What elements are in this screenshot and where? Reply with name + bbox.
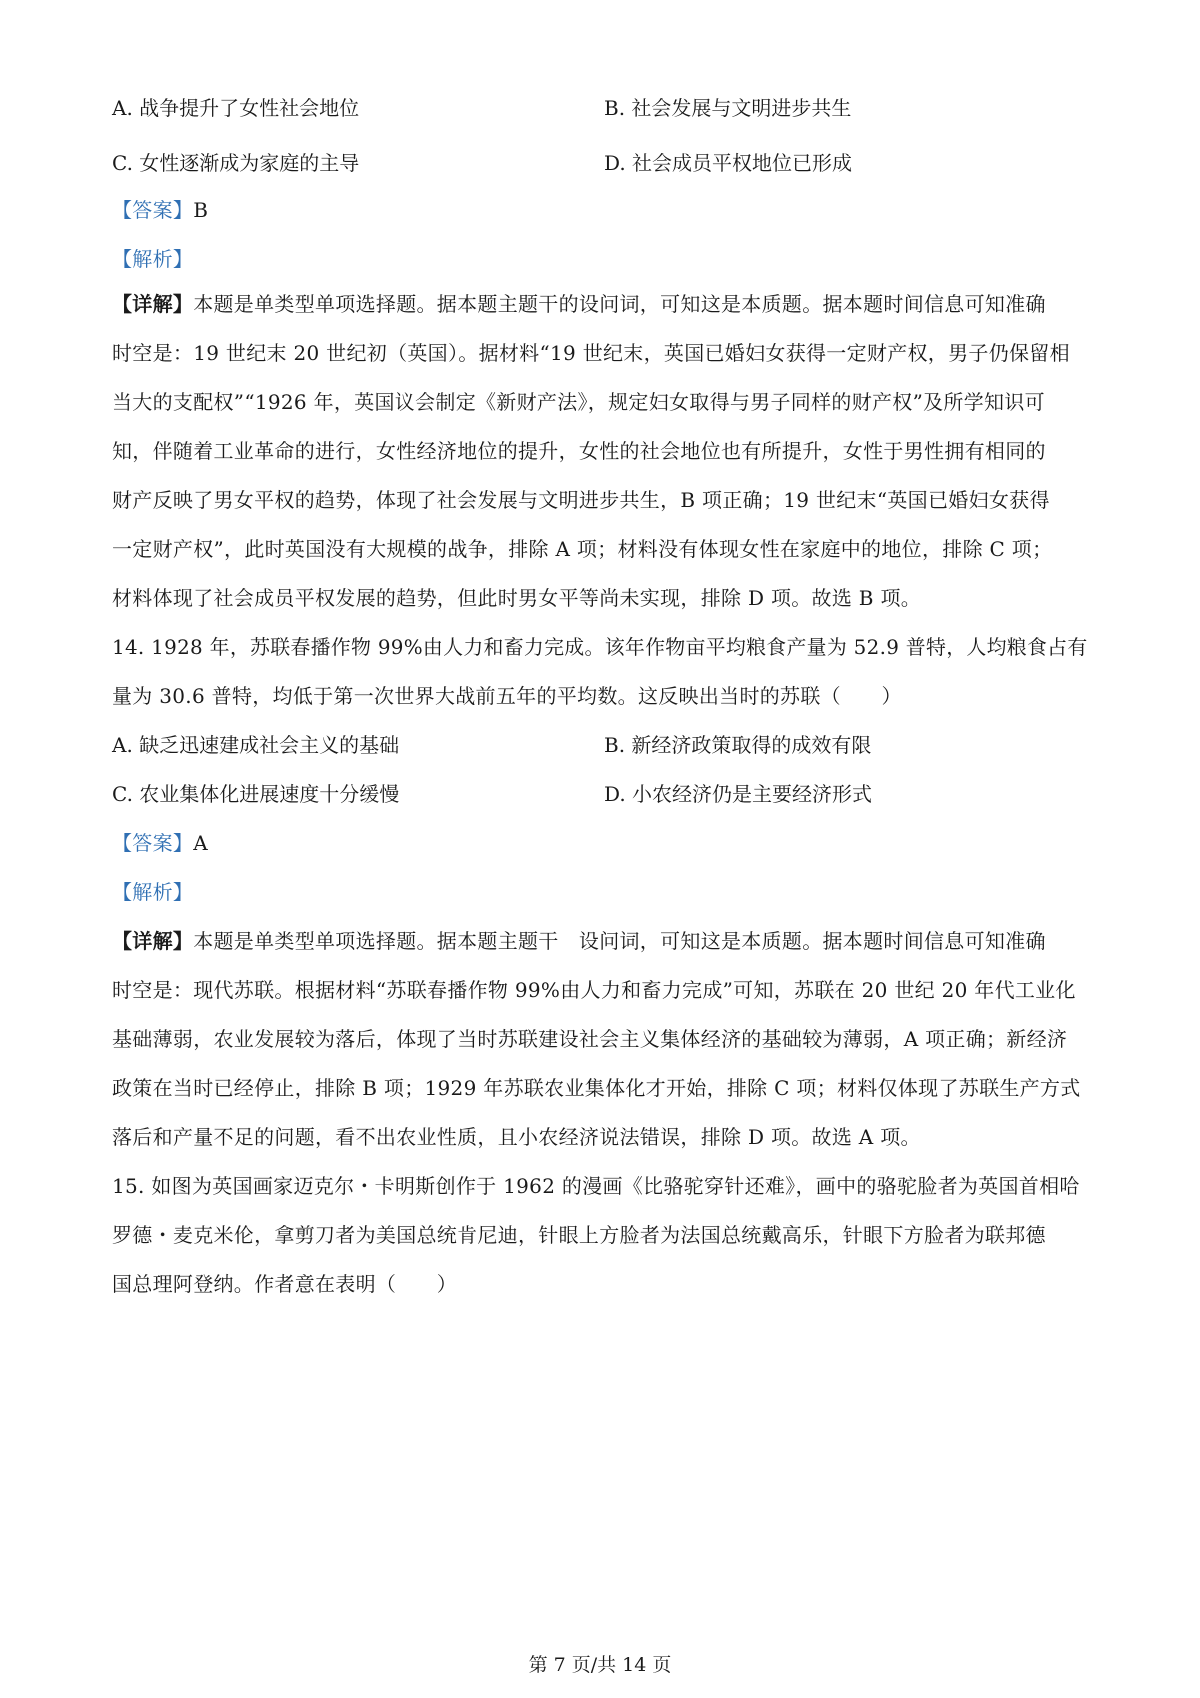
q13-option-c: C. 女性逐渐成为家庭的主导: [112, 151, 360, 175]
q13-answer-value: B: [193, 198, 209, 222]
q13-detail-line-4: 知，伴随着工业革命的进行，女性经济地位的提升，女性的社会地位也有所提升，女性于男性拥有相同的: [112, 439, 1046, 463]
q14-analysis: [112, 878, 193, 906]
q14-detail-line-2: 时空是：现代苏联。根据材料“苏联春播作物 99%由人力和畜力完成”可知，苏联在 20 世纪 20 年代工业化: [112, 978, 1076, 1002]
q14-analysis-tag: 【解析】: [112, 880, 194, 904]
q13-answer: [112, 196, 208, 224]
q14-detail-line-1: [112, 927, 1046, 955]
q14-answer-tag: 【答案】: [112, 831, 194, 855]
q13-option-a: A. 战争提升了女性社会地位: [112, 96, 360, 120]
q14-option-d: D. 小农经济仍是主要经济形式: [604, 782, 873, 806]
page-number: 第 7 页/共 14 页: [528, 1654, 672, 1676]
q13-analysis: [112, 245, 193, 273]
q13-option-d: D. 社会成员平权地位已形成: [604, 151, 853, 175]
q14-answer: [112, 829, 208, 857]
q14-detail-tag: 【详解】: [112, 929, 194, 953]
q14-answer-value: A: [193, 831, 208, 855]
q13-detail-line-3: 当大的支配权”“1926 年，英国议会制定《新财产法》，规定妇女取得与男子同样的财产权”及所学知识可: [112, 390, 1045, 414]
q15-stem-line-2: 罗德・麦克米伦，拿剪刀者为美国总统肯尼迪，针眼上方脸者为法国总统戴高乐，针眼下方脸者为联邦德: [112, 1223, 1046, 1247]
q13-detail-line-1: [112, 290, 1046, 318]
q15-stem-line-3: 国总理阿登纳。作者意在表明（ ）: [112, 1272, 458, 1296]
q13-analysis-tag: 【解析】: [112, 247, 194, 271]
q14-option-b: B. 新经济政策取得的成效有限: [604, 733, 872, 757]
q14-option-a: A. 缺乏迅速建成社会主义的基础: [112, 733, 400, 757]
q13-option-b: B. 社会发展与文明进步共生: [604, 96, 852, 120]
q13-detail-line-2: 时空是：19 世纪末 20 世纪初（英国）。据材料“19 世纪末，英国已婚妇女获得一定财产权，男子仍保留相: [112, 341, 1070, 365]
q14-stem-line-1: 14. 1928 年，苏联春播作物 99%由人力和畜力完成。该年作物亩平均粮食产量为 52.9 普特，人均粮食占有: [112, 635, 1088, 659]
q13-detail-text-1: 本题是单类型单项选择题。据本题主题干的设问词，可知这是本质题。据本题时间信息可知准确: [193, 292, 1046, 316]
q13-detail-line-5: 财产反映了男女平权的趋势，体现了社会发展与文明进步共生，B 项正确；19 世纪末“英国已婚妇女获得: [112, 488, 1050, 512]
q14-stem-line-2: 量为 30.6 普特，均低于第一次世界大战前五年的平均数。这反映出当时的苏联（ ）: [112, 684, 902, 708]
q13-detail-tag: 【详解】: [112, 292, 194, 316]
q14-detail-text-1: 本题是单类型单项选择题。据本题主题干 设问词，可知这是本质题。据本题时间信息可知准确: [193, 929, 1046, 953]
q14-detail-line-3: 基础薄弱，农业发展较为落后，体现了当时苏联建设社会主义集体经济的基础较为薄弱，A 项正确；新经济: [112, 1027, 1068, 1051]
q15-stem-line-1: 15. 如图为英国画家迈克尔・卡明斯创作于 1962 的漫画《比骆驼穿针还难》，画中的骆驼脸者为英国首相哈: [112, 1174, 1080, 1198]
q13-answer-tag: 【答案】: [112, 198, 194, 222]
q14-detail-line-4: 政策在当时已经停止，排除 B 项；1929 年苏联农业集体化才开始，排除 C 项；材料仅体现了苏联生产方式: [112, 1076, 1081, 1100]
q14-option-c: C. 农业集体化进展速度十分缓慢: [112, 782, 400, 806]
q13-detail-line-6: 一定财产权”，此时英国没有大规模的战争，排除 A 项；材料没有体现女性在家庭中的地位，排除 C 项；: [112, 537, 1053, 561]
q14-detail-line-5: 落后和产量不足的问题，看不出农业性质，且小农经济说法错误，排除 D 项。故选 A 项。: [112, 1125, 921, 1149]
q13-detail-line-7: 材料体现了社会成员平权发展的趋势，但此时男女平等尚未实现，排除 D 项。故选 B 项。: [112, 586, 922, 610]
